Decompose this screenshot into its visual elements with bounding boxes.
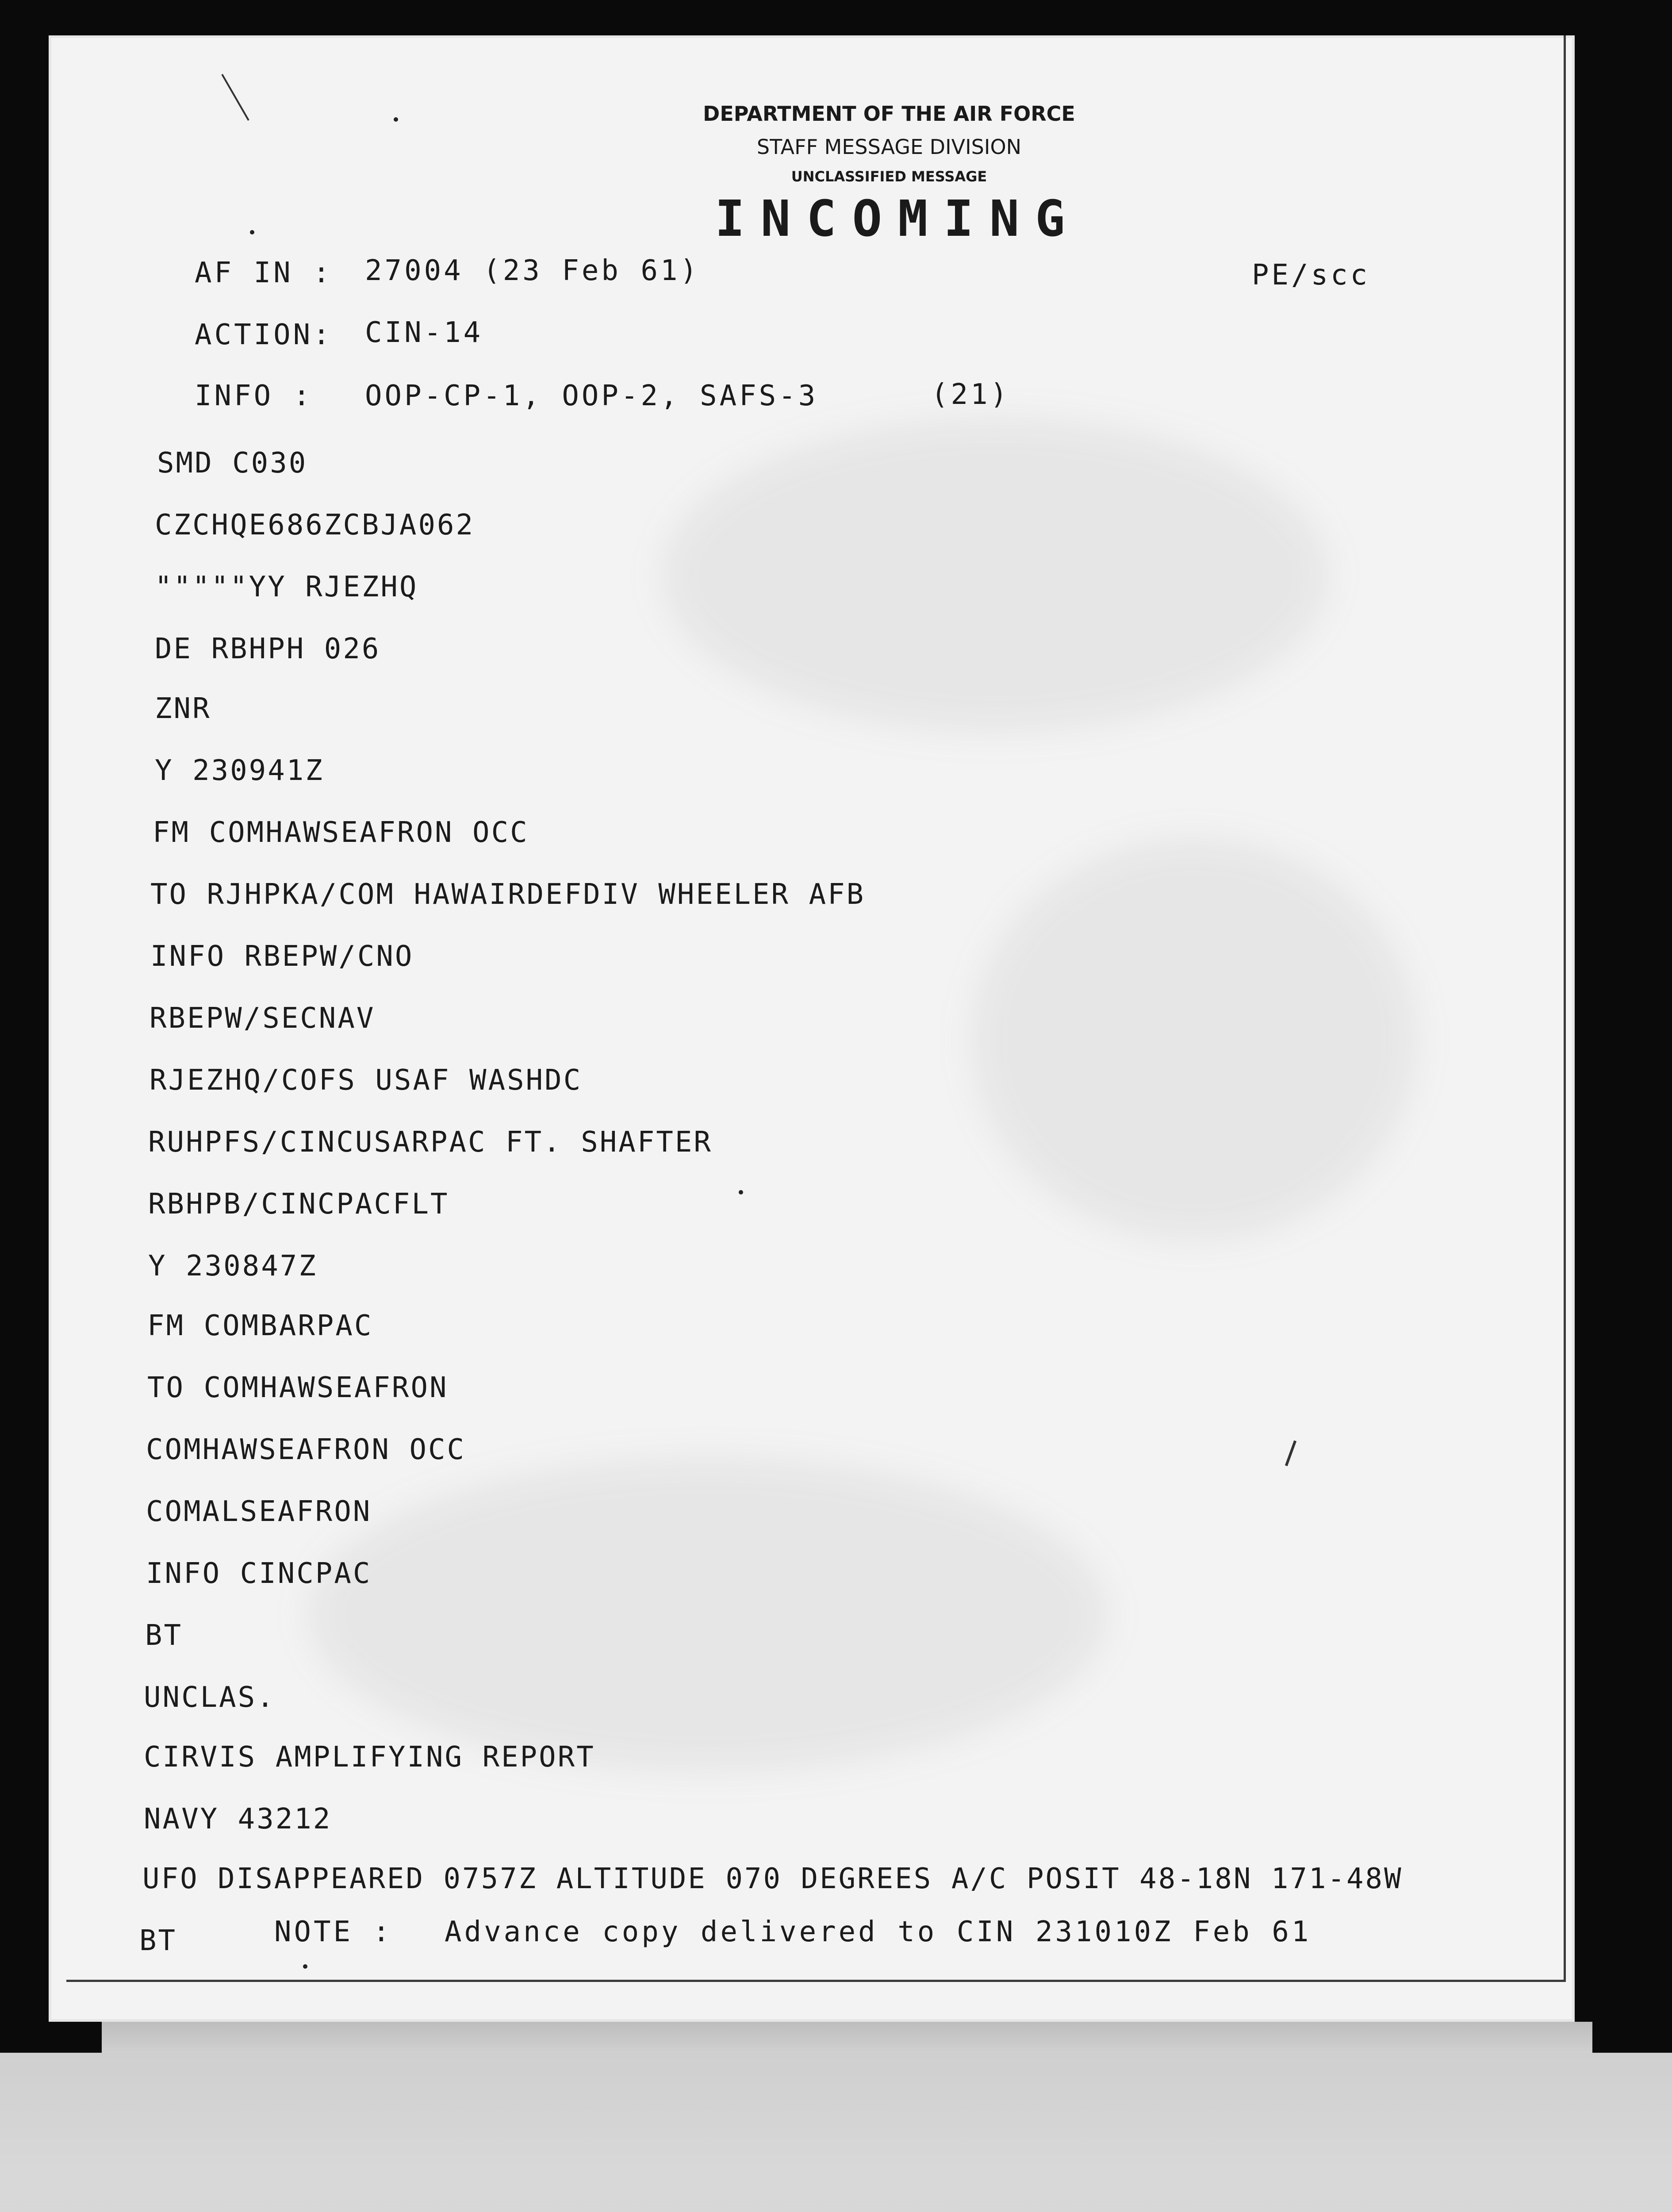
message-line: RUHPFS/CINCUSARPAC FT. SHAFTER xyxy=(148,1126,713,1159)
paper-speck xyxy=(394,117,398,122)
message-line: COMHAWSEAFRON OCC xyxy=(146,1433,466,1466)
paper-smudge xyxy=(973,841,1415,1239)
message-line: SMD C030 xyxy=(157,447,308,480)
message-line: CIRVIS AMPLIFYING REPORT xyxy=(144,1741,595,1774)
division-heading: STAFF MESSAGE DIVISION xyxy=(756,135,1022,159)
paper-smudge xyxy=(310,1460,1106,1770)
paper-speck xyxy=(303,1964,307,1969)
paper-speck xyxy=(739,1190,743,1194)
recipient-count: (21) xyxy=(931,378,1010,411)
message-line: TO COMHAWSEAFRON xyxy=(147,1371,449,1404)
message-line: UNCLAS. xyxy=(144,1681,276,1714)
paper-smudge xyxy=(663,420,1327,730)
message-line: NAVY 43212 xyxy=(144,1803,332,1836)
message-line: INFO CINCPAC xyxy=(146,1557,372,1590)
department-heading: DEPARTMENT OF THE AIR FORCE xyxy=(703,102,1075,126)
footer-bt: BT xyxy=(139,1924,177,1957)
paper-shadow xyxy=(102,2022,1592,2053)
action-label: ACTION: xyxy=(195,319,333,351)
message-line: COMALSEAFRON xyxy=(146,1495,372,1528)
message-line: DE RBHPH 026 xyxy=(155,633,381,665)
message-line: UFO DISAPPEARED 0757Z ALTITUDE 070 DEGREES A/C POSIT 48-18N 171-48W xyxy=(142,1863,1403,1895)
message-line: Y 230941Z xyxy=(155,754,324,787)
message-line: ZNR xyxy=(155,692,211,725)
note-label: NOTE : xyxy=(274,1916,393,1948)
message-line: Y 230847Z xyxy=(148,1250,318,1283)
af-in-label: AF IN : xyxy=(195,257,333,289)
message-line: FM COMBARPAC xyxy=(147,1310,373,1342)
message-line: FM COMHAWSEAFRON OCC xyxy=(153,816,529,849)
message-line: RBEPW/SECNAV xyxy=(150,1002,376,1035)
message-line: TO RJHPKA/COM HAWAIRDEFDIV WHEELER AFB xyxy=(150,878,866,911)
note-text: Advance copy delivered to CIN 231010Z Feb 61 xyxy=(445,1916,1312,1948)
paper-speck xyxy=(250,230,254,234)
message-line: BT xyxy=(145,1619,183,1652)
info-value: OOP-CP-1, OOP-2, SAFS-3 xyxy=(365,380,818,412)
routing-initials: PE/scc xyxy=(1252,259,1370,292)
message-line: INFO RBEPW/CNO xyxy=(150,940,414,973)
message-line: RJEZHQ/COFS USAF WASHDC xyxy=(150,1064,583,1097)
message-line: """""YY RJEZHQ xyxy=(155,571,418,603)
info-label: INFO : xyxy=(195,380,313,412)
photo-backdrop xyxy=(0,2053,1672,2212)
incoming-title: INCOMING xyxy=(715,190,1081,248)
af-in-value: 27004 (23 Feb 61) xyxy=(365,254,700,287)
action-value: CIN-14 xyxy=(365,316,483,349)
message-line: CZCHQE686ZCBJA062 xyxy=(155,509,475,541)
message-line: RBHPB/CINCPACFLT xyxy=(148,1188,449,1221)
classification-label: UNCLASSIFIED MESSAGE xyxy=(791,168,987,185)
